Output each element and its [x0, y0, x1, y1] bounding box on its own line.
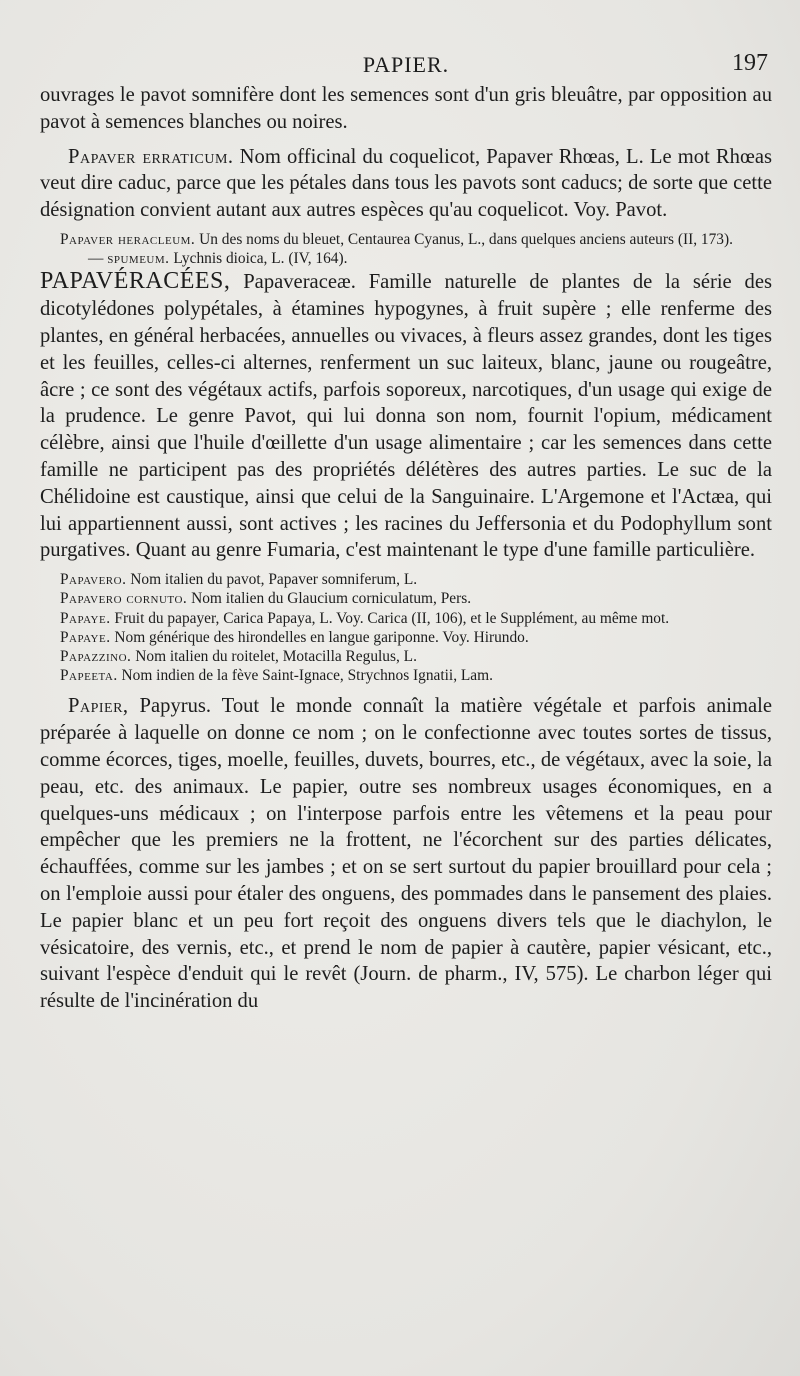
- note-papavero: [40, 570, 772, 589]
- entry-text: Papaveraceæ. Famille naturelle de plantes de la série des dicotylédones polypétales, à étamines hypogynes, à fruit supère ; elle renferme des plantes, en général herbacées, annuelles ou vivaces, à fleurs assez grandes, dont les tiges et les feuilles, celles-ci alternes, renferment un suc laiteux, blanc, jaune ou rougeâtre, âcre ; ce sont des végétaux actifs, parfois soporeux, narcotiques, d'un usage qui exige de la prudence. Le genre Pavot, qui lui donna son nom, fournit l'opium, médicament célèbre, ainsi que l'huile d'œillette d'un usage alimentaire ; car les semences dans cette famille ne participent pas des propriétés délétères des autres parties. Le suc de la Chélidoine est caustique, ainsi que celui de la Sanguinaire. L'Argemone et l'Actæa, qui lui appartiennent aussi, sont actives ; les racines du Jeffersonia et du Podophyllum sont purgatives. Quant au genre Fumaria, c'est maintenant le type d'une famille particulière.: [40, 271, 772, 562]
- entry-headword: Papaver erraticum.: [68, 145, 234, 168]
- note-papaye-fruit: [40, 609, 772, 628]
- note-text: Lychnis dioica, L. (IV, 164).: [169, 250, 348, 268]
- entry-papaveracees: [40, 268, 772, 564]
- note-dash: —: [88, 250, 104, 268]
- entry-text: Papyrus. Tout le monde connaît la matière végétale et parfois animale préparée à laquelle on donne ce nom ; on le confectionne avec toutes sortes de tissus, comme écorces, tiges, moelle, feuilles, duvets, bourres, etc., de végétaux, avec la soie, la peau, etc. des animaux. Le papier, outre ses nombreux usages économiques, en a quelques-uns médicaux ; on l'interpose parfois entre les vêtemens et la peau pour empêcher que les premiers ne la frottent, ne l'écorchent sur des parties délicates, échauffées, comme sur les jambes ; et on se sert surtout du papier brouillard pour cela ; on l'emploie aussi pour étaler des onguens, des pommades dans le pansement des plaies. Le papier blanc et un peu fort reçoit des onguens divers tels que le diachylon, le vésicatoire, des vernis, etc., et prend le nom de papier à cautère, papier vésicant, etc., suivant l'espèce d'enduit qui le revêt (Journ. de pharm., IV, 575). Le charbon léger qui résulte de l'incinération du: [40, 695, 772, 1013]
- note-papazzino: [40, 647, 772, 666]
- note-papavero-cornuto: [40, 589, 772, 608]
- note-headword: Papeeta.: [60, 667, 118, 685]
- note-headword: Papazzino.: [60, 647, 132, 665]
- page-number: 197: [732, 50, 768, 76]
- entry-text: Nom officinal du coquelicot, Papaver Rhœas, L. Le mot Rhœas veut dire caduc, parce que les pétales dans tous les pavots sont caducs; de sorte que cette désignation convient autant aux autres espèces qu'au coquelicot. Voy. Pavot.: [40, 145, 772, 222]
- note-papaver-heracleum: [40, 230, 772, 249]
- note-papaver-spumeum: [40, 249, 772, 268]
- note-text: Nom italien du roitelet, Motacilla Regulus, L.: [131, 647, 417, 665]
- note-text: Nom italien du Glaucium corniculatum, Pers.: [187, 590, 472, 608]
- note-text: Un des noms du bleuet, Centaurea Cyanus, L., dans quelques anciens auteurs (II, 173).: [195, 230, 733, 248]
- entry-papier: [40, 693, 772, 1015]
- note-papeeta: [40, 666, 772, 685]
- note-text: Nom générique des hirondelles en langue gariponne. Voy. Hirundo.: [110, 628, 529, 646]
- entry-papaver-erraticum: [40, 144, 772, 224]
- text-body: [40, 82, 772, 1015]
- paragraph-pavot-end: [40, 82, 772, 136]
- note-text: Nom indien de la fève Saint-Ignace, Strychnos Ignatii, Lam.: [117, 667, 493, 685]
- entry-headword: PAPAVÉRACÉES,: [40, 268, 231, 295]
- running-title: PAPIER.: [362, 52, 450, 77]
- note-headword: spumeum.: [107, 250, 170, 268]
- note-text: Nom italien du pavot, Papaver somniferum, L.: [126, 571, 418, 589]
- entry-headword: Papier,: [68, 695, 129, 718]
- running-head: [40, 48, 772, 82]
- note-text: Fruit du papayer, Carica Papaya, L. Voy. Carica (II, 106), et le Supplément, au même mot.: [110, 609, 670, 627]
- note-headword: Papaye.: [60, 609, 111, 627]
- paragraph-text: ouvrages le pavot somnifère dont les semences sont d'un gris bleuâtre, par opposition au pavot à semences blanches ou noires.: [40, 84, 772, 133]
- note-headword: Papavero.: [60, 571, 127, 589]
- note-papaye-hirondelles: [40, 628, 772, 647]
- note-headword: Papaye.: [60, 628, 111, 646]
- note-headword: Papaver heracleum.: [60, 230, 196, 248]
- note-headword: Papavero cornuto.: [60, 590, 188, 608]
